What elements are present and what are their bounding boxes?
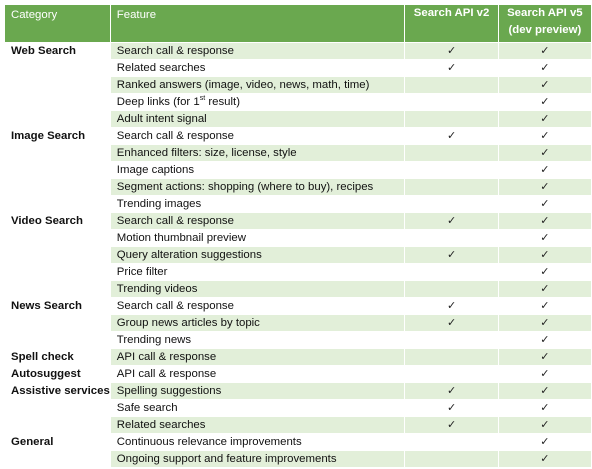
v2-support-cell [405,298,498,315]
checkmark-icon: ✓ [540,402,550,414]
feature-cell: Search call & response [110,128,405,145]
feature-cell: Trending images [110,196,405,213]
v2-support-cell [405,451,498,468]
checkmark-icon: ✓ [540,453,550,465]
checkmark-icon: ✓ [540,283,550,295]
v2-support-cell [405,94,498,111]
v5-support-cell [498,77,591,94]
checkmark-icon: ✓ [540,62,550,74]
v5-support-cell [498,230,591,247]
feature-cell: Price filter [110,264,405,281]
v2-support-cell [405,111,498,128]
v5-support-cell [498,196,591,213]
feature-cell [110,94,405,111]
feature-cell: Image captions [110,162,405,179]
v5-support-cell [498,315,591,332]
v2-support-cell [405,383,498,400]
v2-support-cell [405,366,498,383]
feature-cell: Ongoing support and feature improvements [110,451,405,468]
checkmark-icon: ✓ [446,402,457,414]
v5-support-cell [498,94,591,111]
checkmark-icon: ✓ [446,45,457,57]
v5-support-cell [498,451,591,468]
feature-cell: Trending videos [110,281,405,298]
checkmark-icon: ✓ [540,164,550,176]
v2-support-cell [405,196,498,213]
header-v2: Search API v2 [405,5,498,43]
v2-support-cell [405,162,498,179]
feature-superscript: st [199,95,206,103]
v5-support-cell [498,264,591,281]
v5-support-cell [498,298,591,315]
checkmark-icon: ✓ [446,317,457,329]
checkmark-icon: ✓ [540,351,550,363]
feature-cell: Motion thumbnail preview [110,230,405,247]
checkmark-icon: ✓ [540,198,550,210]
v5-support-cell [498,213,591,230]
v2-support-cell [405,77,498,94]
header-category: Category [5,5,111,43]
feature-cell: Search call & response [110,298,405,315]
v5-support-cell [498,366,591,383]
checkmark-icon: ✓ [540,79,550,91]
v2-support-cell [405,434,498,451]
checkmark-icon: ✓ [540,147,550,159]
feature-cell: Safe search [110,400,405,417]
table-row [5,298,592,315]
checkmark-icon: ✓ [540,96,550,108]
v5-support-cell [498,434,591,451]
table-row [5,349,592,366]
feature-cell: Spelling suggestions [110,383,405,400]
feature-cell: Group news articles by topic [110,315,405,332]
v2-support-cell [405,128,498,145]
v2-support-cell [405,179,498,196]
feature-cell: Search call & response [110,43,405,60]
header-v5-line1: Search API v5 [507,7,583,19]
category-cell: General [5,434,111,468]
feature-cell: API call & response [110,349,405,366]
checkmark-icon: ✓ [540,368,550,380]
checkmark-icon: ✓ [540,317,550,329]
v2-support-cell [405,332,498,349]
v5-support-cell [498,43,591,60]
table-header-row [5,5,592,43]
v5-support-cell [498,162,591,179]
v5-support-cell [498,179,591,196]
v5-support-cell [498,60,591,77]
category-cell: Spell check [5,349,111,366]
v5-support-cell [498,281,591,298]
v2-support-cell [405,400,498,417]
category-cell: Image Search [5,128,111,213]
feature-comparison [4,4,592,468]
feature-cell: Search call & response [110,213,405,230]
feature-text: Deep links (for 1 [116,96,200,108]
table-row [5,213,592,230]
feature-cell: Trending news [110,332,405,349]
feature-cell: Ranked answers (image, video, news, math, time) [110,77,405,94]
checkmark-icon: ✓ [540,232,550,244]
checkmark-icon: ✓ [540,334,550,346]
v2-support-cell [405,417,498,434]
checkmark-icon: ✓ [446,62,457,74]
checkmark-icon: ✓ [540,215,550,227]
v2-support-cell [405,247,498,264]
v2-support-cell [405,43,498,60]
table-body [5,43,592,468]
feature-text-suffix: result) [205,96,240,108]
feature-cell: Query alteration suggestions [110,247,405,264]
checkmark-icon: ✓ [540,113,550,125]
checkmark-icon: ✓ [540,181,550,193]
v2-support-cell [405,145,498,162]
checkmark-icon: ✓ [540,45,550,57]
checkmark-icon: ✓ [540,385,550,397]
v5-support-cell [498,417,591,434]
v2-support-cell [405,60,498,77]
checkmark-icon: ✓ [446,215,457,227]
category-cell: Autosuggest [5,366,111,383]
feature-cell: Segment actions: shopping (where to buy), recipes [110,179,405,196]
checkmark-icon: ✓ [540,249,550,261]
table-row [5,366,592,383]
feature-cell: Related searches [110,417,405,434]
checkmark-icon: ✓ [446,249,457,261]
v5-support-cell [498,128,591,145]
checkmark-icon: ✓ [446,419,457,431]
v5-support-cell [498,111,591,128]
v5-support-cell [498,383,591,400]
checkmark-icon: ✓ [540,300,550,312]
v5-support-cell [498,145,591,162]
category-cell: News Search [5,298,111,349]
feature-cell: API call & response [110,366,405,383]
feature-comparison-table [4,4,592,468]
table-row [5,383,592,400]
checkmark-icon: ✓ [540,130,550,142]
checkmark-icon: ✓ [540,419,550,431]
v2-support-cell [405,349,498,366]
table-row [5,128,592,145]
v5-support-cell [498,349,591,366]
v2-support-cell [405,230,498,247]
feature-cell: Enhanced filters: size, license, style [110,145,405,162]
feature-cell: Continuous relevance improvements [110,434,405,451]
checkmark-icon: ✓ [446,300,457,312]
checkmark-icon: ✓ [446,385,457,397]
table-row [5,43,592,60]
header-feature: Feature [110,5,405,43]
checkmark-icon: ✓ [540,436,550,448]
feature-cell: Related searches [110,60,405,77]
feature-cell: Adult intent signal [110,111,405,128]
v5-support-cell [498,400,591,417]
v2-support-cell [405,281,498,298]
checkmark-icon: ✓ [540,266,550,278]
header-v5-line2: (dev preview) [508,24,582,36]
v5-support-cell [498,332,591,349]
table-row [5,434,592,451]
v5-support-cell [498,247,591,264]
header-v5 [498,5,591,43]
v2-support-cell [405,264,498,281]
v2-support-cell [405,213,498,230]
v2-support-cell [405,315,498,332]
category-cell: Assistive services [5,383,111,434]
category-cell: Web Search [5,43,111,128]
checkmark-icon: ✓ [446,130,457,142]
category-cell: Video Search [5,213,111,298]
